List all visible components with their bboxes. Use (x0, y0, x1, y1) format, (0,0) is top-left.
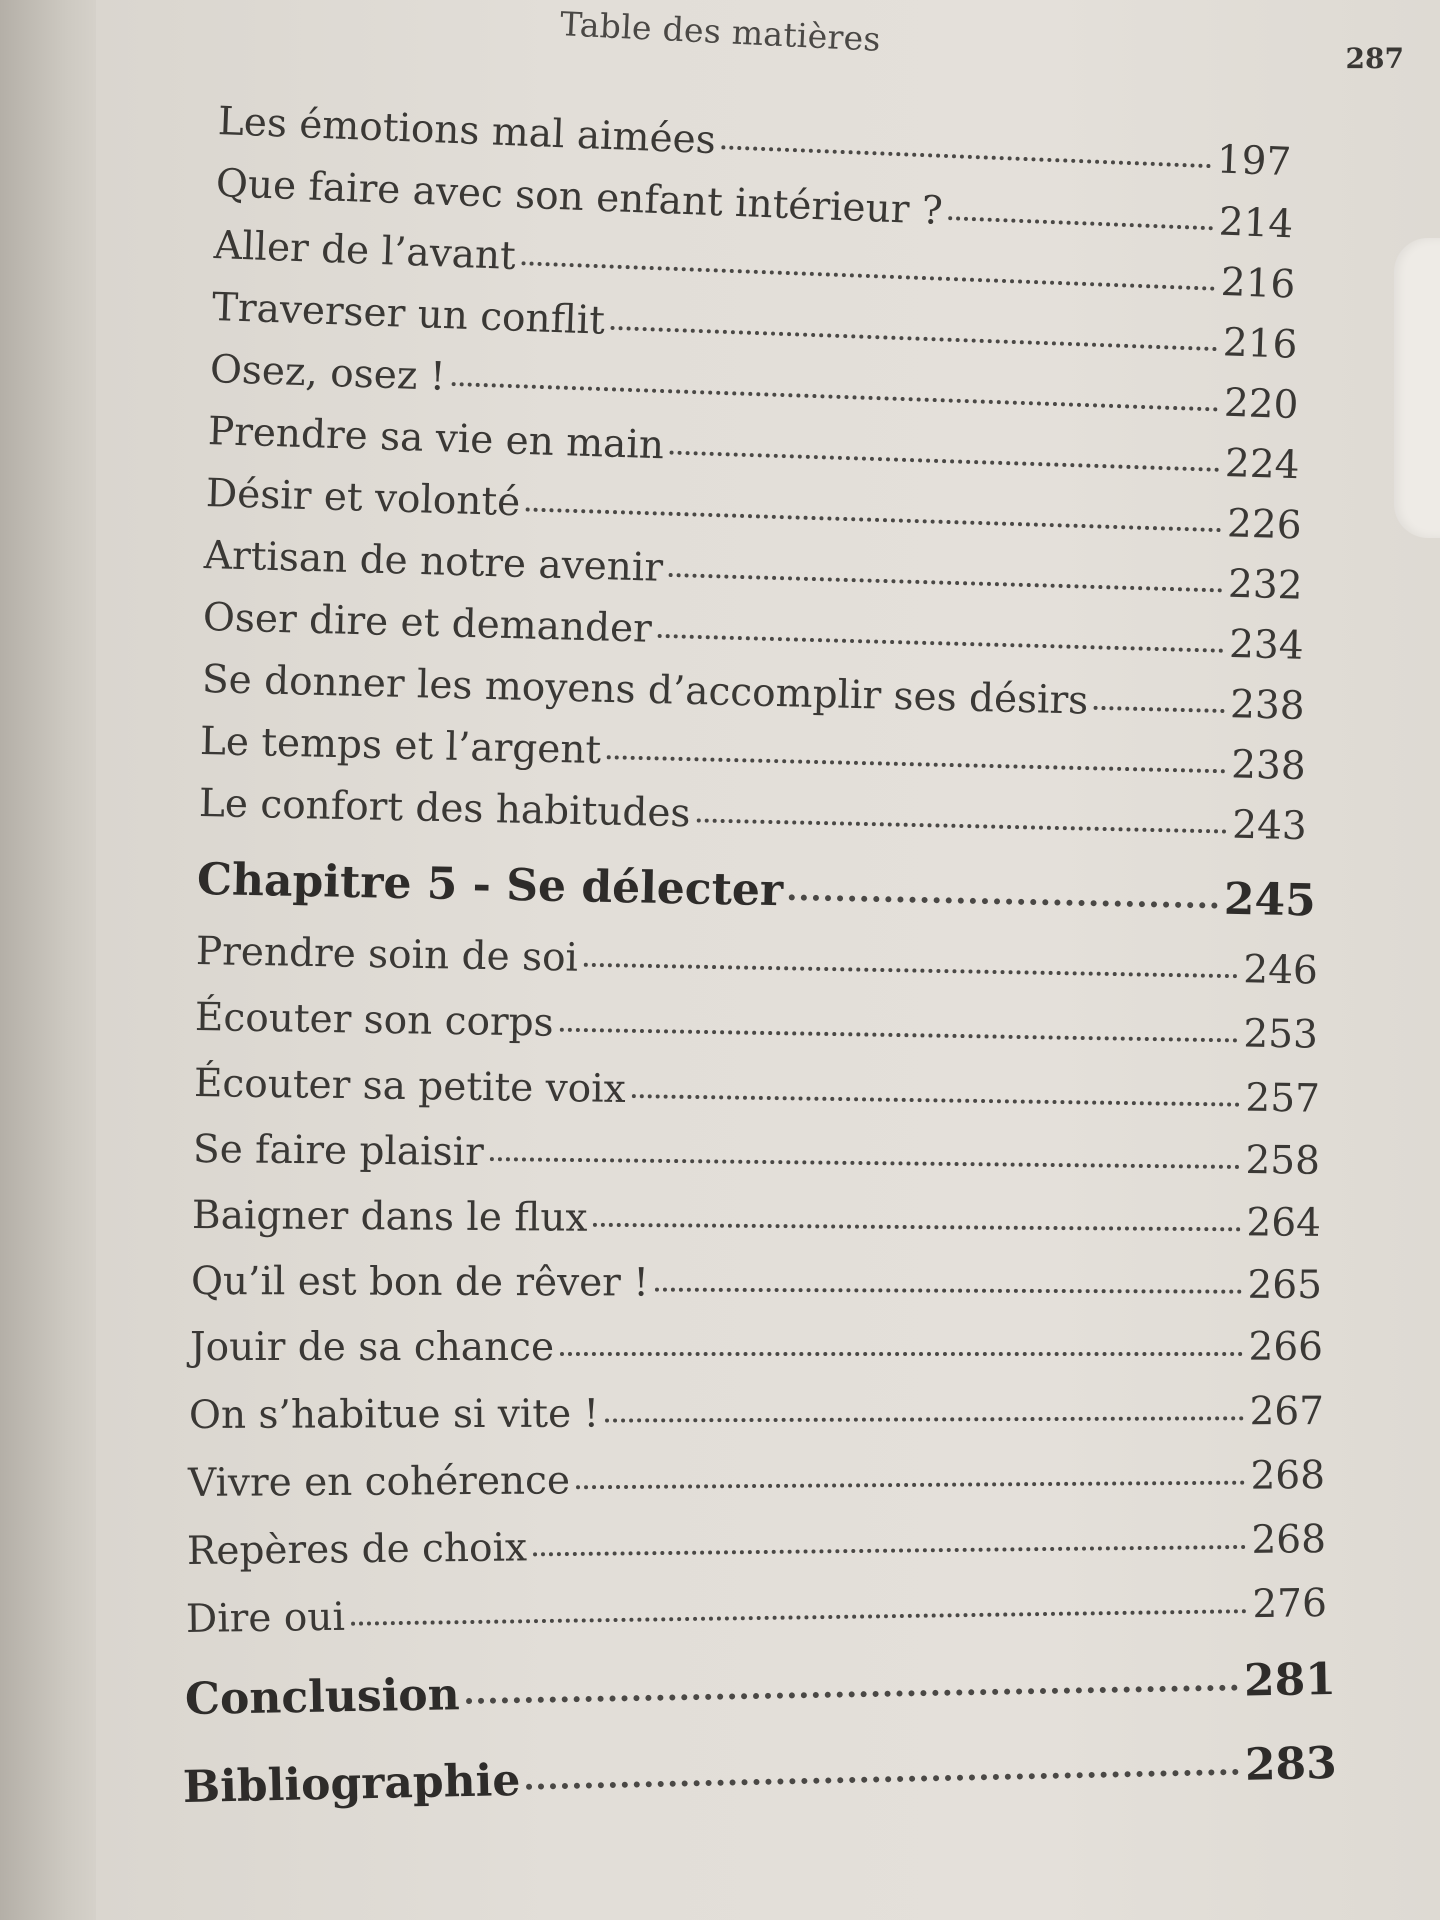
toc-entry (187, 1453, 1326, 1506)
dot-leader (789, 894, 1218, 908)
entry-title: Dire oui (185, 1594, 346, 1642)
entry-page: 214 (1217, 199, 1295, 248)
dot-leader (605, 1416, 1243, 1422)
entry-page: 253 (1243, 1011, 1319, 1058)
toc-entry (199, 719, 1307, 790)
entry-title: Baigner dans le flux (191, 1193, 588, 1241)
entry-page: 267 (1249, 1389, 1325, 1435)
entry-page: 216 (1220, 259, 1297, 308)
entry-page: 232 (1227, 561, 1304, 609)
toc-entry (190, 1325, 1323, 1370)
toc-entry (203, 533, 1304, 609)
dot-leader (351, 1609, 1247, 1626)
toc-entry (193, 1061, 1321, 1122)
toc-section-entry-conclusion (184, 1653, 1337, 1725)
entry-title: Artisan de notre avenir (203, 533, 664, 591)
entry-page: 243 (1231, 802, 1308, 850)
entry-page: 258 (1245, 1138, 1321, 1184)
toc-entry (191, 1193, 1322, 1246)
toc-entry (190, 1259, 1323, 1308)
entry-title: On s’habitue si vite ! (188, 1391, 600, 1438)
entry-title: Vivre en cohérence (187, 1458, 571, 1506)
entry-title: Oser dire et demander (202, 595, 653, 652)
entry-page: 220 (1223, 380, 1300, 429)
toc-entry (207, 409, 1301, 489)
toc-entry (188, 1389, 1325, 1438)
dot-leader (721, 145, 1210, 168)
entry-page: 276 (1252, 1581, 1328, 1628)
entry-title: Le temps et l’argent (199, 719, 602, 774)
entry-page: 283 (1244, 1737, 1338, 1791)
entry-title: Repères de choix (186, 1525, 528, 1574)
dot-leader (576, 1481, 1245, 1490)
toc-entry (202, 595, 1305, 669)
entry-page: 268 (1251, 1517, 1327, 1563)
dot-leader (526, 1769, 1239, 1790)
dot-leader (669, 573, 1222, 592)
entry-title: Se donner les moyens d’accomplir ses désirs (201, 657, 1089, 724)
toc-entry (195, 929, 1319, 994)
dot-leader (593, 1223, 1240, 1232)
dot-leader (607, 755, 1225, 773)
entry-page: 224 (1224, 440, 1301, 489)
dot-leader (610, 326, 1216, 351)
entry-title: Le confort des habitudes (198, 781, 691, 837)
entry-title: Qu’il est bon de rêver ! (190, 1259, 650, 1306)
entry-title: Les émotions mal aimées (217, 99, 717, 164)
dot-leader (490, 1157, 1240, 1169)
toc-entry (192, 1127, 1321, 1184)
dot-leader (533, 1545, 1246, 1556)
dot-leader (948, 216, 1212, 230)
entry-title: Désir et volonté (205, 471, 521, 526)
entry-page: 268 (1250, 1453, 1326, 1499)
page-number: 287 (1345, 42, 1404, 75)
dot-leader (521, 261, 1214, 290)
entry-page: 234 (1228, 621, 1305, 669)
dot-leader (584, 963, 1237, 978)
toc-entry (194, 995, 1319, 1058)
entry-title: Jouir de sa chance (190, 1325, 555, 1370)
entry-title: Que faire avec son enfant intérieur ? (215, 161, 944, 234)
entry-title: Traverser un conflit (211, 285, 606, 344)
entry-page: 281 (1243, 1653, 1337, 1707)
dot-leader (658, 634, 1224, 653)
entry-page: 245 (1223, 873, 1317, 927)
dot-leader (655, 1288, 1242, 1294)
entry-title: Se faire plaisir (192, 1127, 485, 1176)
entry-page: 257 (1245, 1075, 1321, 1122)
dot-leader (632, 1094, 1240, 1106)
toc-entry (205, 471, 1303, 549)
toc-entry (186, 1517, 1327, 1574)
entry-page: 266 (1248, 1325, 1323, 1370)
running-header: Table des matières (559, 4, 882, 59)
dot-leader (451, 382, 1218, 411)
dot-leader (526, 508, 1221, 533)
dot-leader (560, 1352, 1242, 1356)
entry-page: 238 (1229, 682, 1306, 729)
entry-page: 264 (1246, 1200, 1322, 1246)
entry-page: 216 (1222, 320, 1299, 368)
entry-title: Osez, osez ! (209, 347, 447, 400)
dot-leader (466, 1685, 1238, 1704)
toc-entry (185, 1581, 1328, 1642)
entry-title: Écouter sa petite voix (193, 1061, 626, 1113)
toc-entry (198, 781, 1308, 850)
entry-title: Prendre sa vie en main (207, 409, 665, 469)
entry-title: Conclusion (184, 1669, 461, 1725)
dot-leader (1094, 706, 1224, 713)
entry-title: Écouter son corps (194, 995, 554, 1046)
toc-entry (201, 657, 1306, 729)
toc-section-entry-bibliography (182, 1737, 1338, 1813)
entry-title: Aller de l’avant (213, 223, 517, 280)
dot-leader (696, 818, 1226, 833)
entry-title: Prendre soin de soi (195, 929, 579, 981)
toc-chapter-entry (196, 854, 1317, 927)
entry-page: 238 (1230, 742, 1307, 790)
entry-title: Bibliographie (182, 1754, 521, 1813)
entry-page: 226 (1226, 501, 1303, 549)
entry-page: 197 (1215, 137, 1293, 186)
dot-leader (559, 1028, 1237, 1043)
dot-leader (670, 451, 1219, 472)
entry-title: Chapitre 5 - Se délecter (196, 854, 784, 917)
entry-page: 265 (1247, 1262, 1323, 1308)
entry-page: 246 (1242, 947, 1319, 994)
